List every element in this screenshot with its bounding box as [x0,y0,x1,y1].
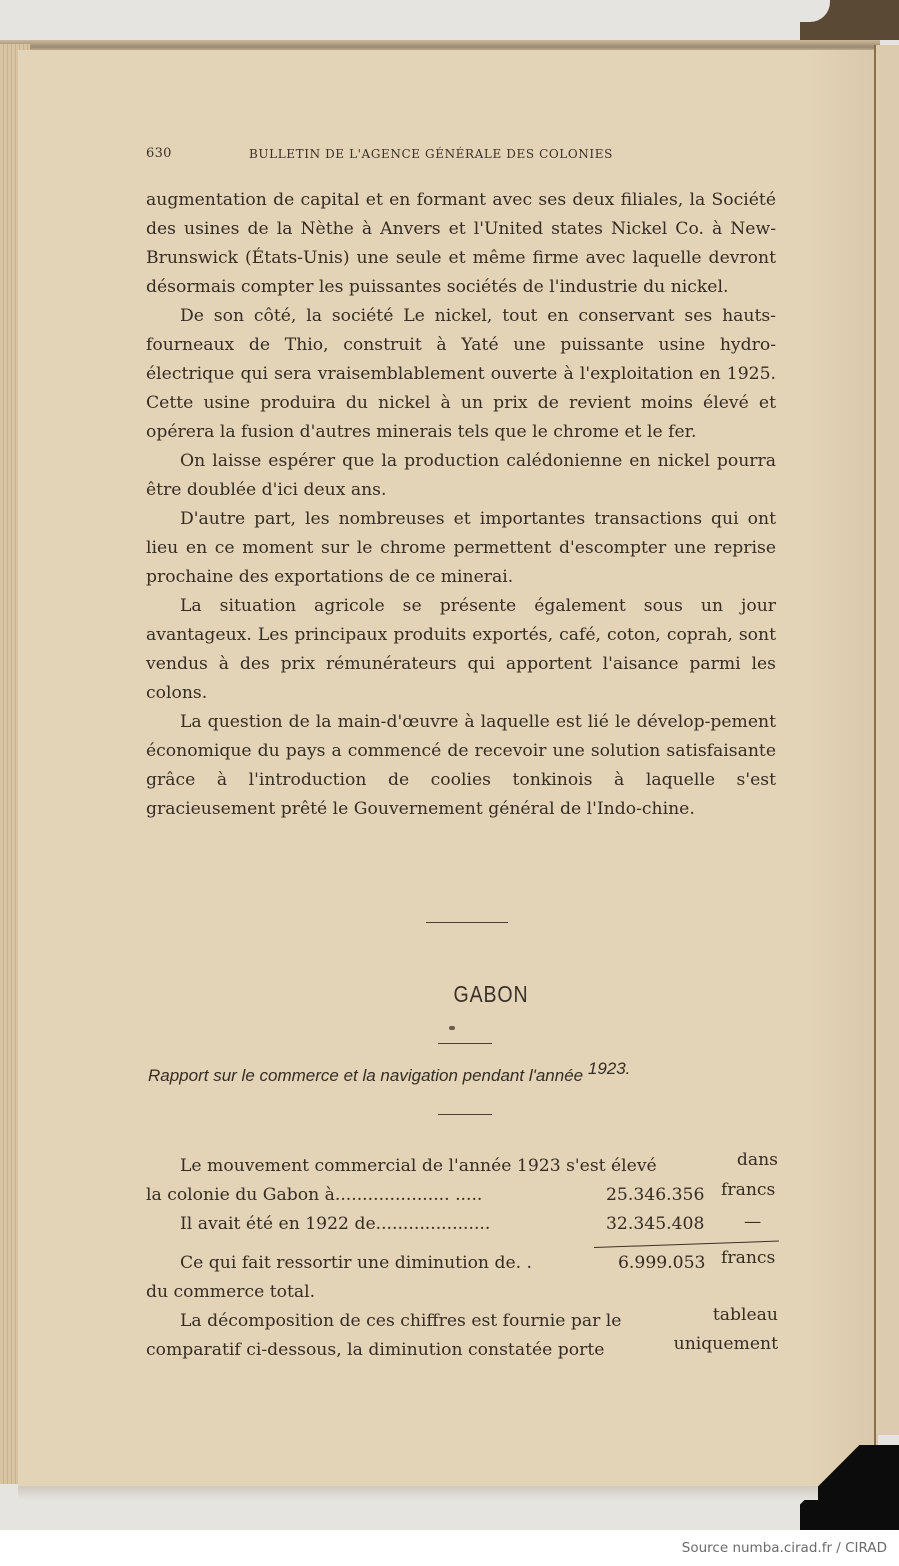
paragraph: On laisse espérer que la production calédonienne en nickel pourra être doublée d'ici deux ans. [146,451,776,500]
section-divider [426,922,508,923]
ornament [449,1026,455,1030]
text-line [146,1336,778,1365]
source-credit: Source numba.cirad.fr / CIRAD [681,1540,887,1556]
text-line [146,1152,778,1181]
amount-label: Il avait été en 1922 de..................... [180,1214,491,1234]
subtitle-rule [438,1114,492,1115]
title-rule [438,1043,492,1044]
amount-row-1923 [146,1181,778,1210]
text: La décomposition de ces chiffres est fournie par le [180,1311,622,1331]
text: dans [736,1150,778,1170]
paragraph: augmentation de capital et en formant avec ses deux filiales, la Société des usines de la Nèthe à Anvers et l'United states Nickel Co. à New-Brunswick (États-Unis) une seule et même firme avec laquelle devront désormais compter les puissantes sociétés de l'industrie du nickel. [146,190,776,297]
amount-value: 32.345.408 [606,1214,705,1234]
book-cover [800,0,899,40]
facing-page-edge [876,45,899,1435]
body-text [146,186,776,824]
paragraph: La situation agricole se présente également sous un jour avantageux. Les principaux produits exportés, café, coton, coprah, sont vendus à des prix rémunérateurs qui apportent l'aisance parmi les colons. [146,596,776,703]
text: du commerce total. [146,1282,316,1302]
section-subtitle [148,1059,798,1086]
text: Le mouvement commercial de l'année 1923 s'est élevé [180,1156,657,1176]
amount-label: Ce qui fait ressortir une diminution de. . [180,1253,533,1273]
amount-value: 6.999.053 [618,1253,706,1273]
section-title: GABON [453,981,529,1007]
subtitle-text: Rapport sur le commerce et la navigation pendant l'année [148,1066,584,1085]
amount-label: la colonie du Gabon à..................... ..... [146,1185,483,1205]
amount-unit: francs [721,1180,776,1200]
text: uniquement [673,1334,778,1354]
amount-unit: — [744,1212,762,1232]
gabon-report [146,1152,778,1365]
page-number: 630 [146,146,172,161]
running-title: BULLETIN DE L'AGENCE GÉNÉRALE DES COLONIES [249,147,613,161]
amount-value: 25.346.356 [606,1185,705,1205]
text-line [146,1278,778,1307]
amount-row-diff [146,1249,778,1278]
page-shadow [18,1486,818,1500]
text: tableau [712,1305,778,1325]
amount-row-1922 [146,1210,778,1239]
amount-unit: francs [721,1248,776,1268]
subtitle-year: 1923. [587,1059,631,1078]
paragraph: D'autre part, les nombreuses et importantes transactions qui ont lieu en ce moment sur le chrome permettent d'escompter une reprise prochaine des exportations de ce minerai. [146,509,776,587]
paragraph: La question de la main-d'œuvre à laquelle est lié le dévelop-pement économique du pays a commencé de recevoir une solution satisfaisante grâce à l'introduction de coolies tonkinois à laquelle s'est gracieusement prêté le Gouvernement général de l'Indo-chine. [146,712,776,819]
text: comparatif ci-dessous, la diminution constatée porte [146,1340,605,1360]
paragraph: De son côté, la société Le nickel, tout en conservant ses hauts-fourneaux de Thio, construit à Yaté une puissante usine hydro-électrique qui sera vraisemblablement ouverte à l'exploitation en 1925. Cette usine produira du nickel à un prix de revient moins élevé et opérera la fusion d'autres minerais tels que le chrome et le fer. [146,306,776,442]
